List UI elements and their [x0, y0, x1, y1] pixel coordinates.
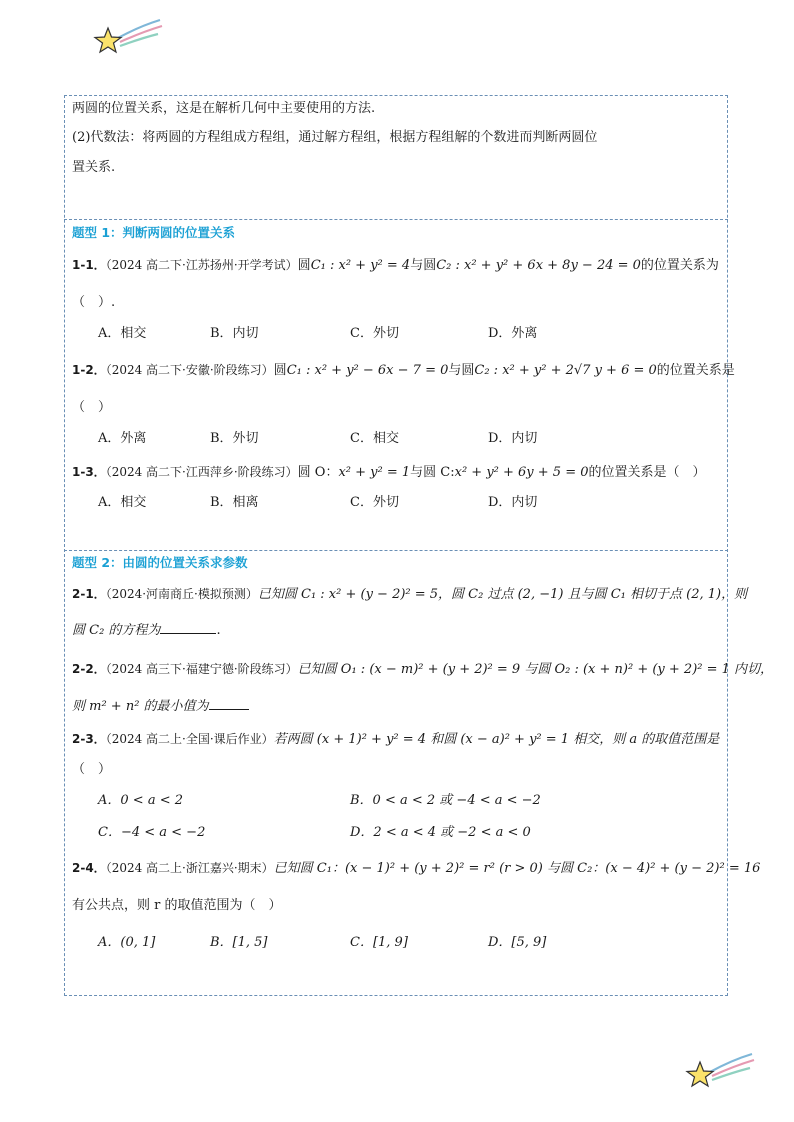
- intro-line-2: (2)代数法：将两圆的方程组成方程组，通过解方程组，根据方程组解的个数进而判断两圆位: [72, 130, 598, 145]
- option-c: C．外切: [350, 495, 399, 510]
- question-number: 2-2．: [72, 662, 106, 676]
- option-a: A．外离: [98, 431, 147, 446]
- answer-paren: （ ）: [72, 762, 112, 777]
- option-a: A．(0, 1]: [98, 935, 156, 950]
- option-c: C．[1, 9]: [350, 935, 408, 950]
- answer-blank: [160, 621, 216, 634]
- shooting-star-icon: [92, 18, 164, 60]
- option-d: D．内切: [488, 431, 538, 446]
- intro-line-3: 置关系.: [72, 160, 116, 175]
- question-2-2: [72, 660, 773, 679]
- section-divider: [64, 219, 728, 220]
- option-b: B．外切: [210, 431, 259, 446]
- question-source: （2024 高二上·全国·课后作业）: [105, 732, 274, 746]
- question-source: （2024 高二下·江苏扬州·开学考试）: [105, 258, 298, 272]
- question-2-4: [72, 859, 760, 878]
- question-2-1: [72, 585, 747, 604]
- answer-paren: （ ）: [72, 400, 112, 415]
- equation: 若两圆 (x + 1)² + y² = 4 和圆 (x − a)² + y² = 1 相交，则 a 的取值范围是: [273, 732, 720, 747]
- answer-blank: [209, 697, 249, 710]
- option-c: C．相交: [350, 431, 399, 446]
- question-1-1: 1-1．（2024 高二下·江苏扬州·开学考试）圆C₁ : x² + y² = 4与圆C₂ : x² + y² + 6x + 8y − 24 = 0的位置关系为: [72, 258, 719, 273]
- option-d: D．2 < a < 4 或 −2 < a < 0: [350, 825, 531, 840]
- question-source: （2024 高二下·安徽·阶段练习）: [105, 363, 274, 377]
- equation: C₁ : x² + y² = 4: [310, 258, 411, 273]
- question-2-4-cont: 有公共点，则 r 的取值范围为（ ）: [72, 898, 282, 913]
- intro-line-1: 两圆的位置关系，这是在解析几何中主要使用的方法.: [72, 101, 376, 116]
- question-1-3: 1-3．（2024 高二下·江西萍乡·阶段练习）圆 O：x² + y² = 1与圆 C:x² + y² + 6y + 5 = 0的位置关系是（ ）: [72, 465, 706, 480]
- question-2-1-cont: 圆 C₂ 的方程为 .: [72, 623, 221, 638]
- shooting-star-icon: [684, 1052, 756, 1094]
- equation: C₂ : x² + y² + 2√7 y + 6 = 0: [474, 363, 657, 378]
- option-a: A．相交: [98, 495, 147, 510]
- equation: C₂ : x² + y² + 6x + 8y − 24 = 0: [436, 258, 641, 273]
- equation: x² + y² + 6y + 5 = 0: [454, 465, 589, 480]
- question-2-2-cont: 则 m² + n² 的最小值为: [72, 697, 249, 716]
- equation: 已知圆 C₁：(x − 1)² + (y + 2)² = r² (r > 0) 与圆 C₂：(x − 4)² + (y − 2)² = 16: [273, 861, 761, 876]
- question-source: （2024·河南商丘·模拟预测）: [105, 587, 258, 601]
- answer-paren: （ ）.: [72, 295, 116, 310]
- equation: C₁ : x² + y² − 6x − 7 = 0: [286, 363, 449, 378]
- section-2-title: 题型 2：由圆的位置关系求参数: [72, 555, 248, 570]
- option-d: D．内切: [488, 495, 538, 510]
- question-source: （2024 高二下·江西萍乡·阶段练习）: [105, 465, 298, 479]
- question-number: 2-4．: [72, 861, 106, 875]
- option-a: A．相交: [98, 326, 147, 341]
- question-source: （2024 高二上·浙江嘉兴·期末）: [105, 861, 274, 875]
- question-number: 1-1．: [72, 258, 106, 272]
- question-number: 1-3．: [72, 465, 106, 479]
- option-c: C．−4 < a < −2: [98, 825, 206, 840]
- option-d: D．[5, 9]: [488, 935, 547, 950]
- equation: 已知圆 O₁ : (x − m)² + (y + 2)² = 9 与圆 O₂ : (x + n)² + (y + 2)² = 1 内切，: [297, 662, 774, 677]
- equation: x² + y² = 1: [338, 465, 411, 480]
- equation: 已知圆 C₁ : x² + (y − 2)² = 5，圆 C₂ 过点 (2, −1) 且与圆 C₁ 相切于点 (2, 1)，则: [257, 587, 748, 602]
- option-c: C．外切: [350, 326, 399, 341]
- question-number: 2-1．: [72, 587, 106, 601]
- question-source: （2024 高三下·福建宁德·阶段练习）: [105, 662, 298, 676]
- option-a: A．0 < a < 2: [98, 793, 183, 808]
- question-number: 1-2．: [72, 363, 106, 377]
- option-b: B．[1, 5]: [210, 935, 268, 950]
- question-1-2: 1-2．（2024 高二下·安徽·阶段练习）圆C₁ : x² + y² − 6x − 7 = 0与圆C₂ : x² + y² + 2√7 y + 6 = 0的位置关系是: [72, 363, 735, 378]
- option-d: D．外离: [488, 326, 538, 341]
- section-1-title: 题型 1：判断两圆的位置关系: [72, 225, 236, 240]
- option-b: B．内切: [210, 326, 259, 341]
- option-b: B．相离: [210, 495, 259, 510]
- option-b: B．0 < a < 2 或 −4 < a < −2: [350, 793, 541, 808]
- question-2-3: [72, 730, 719, 749]
- question-number: 2-3．: [72, 732, 106, 746]
- section-divider: [64, 550, 728, 551]
